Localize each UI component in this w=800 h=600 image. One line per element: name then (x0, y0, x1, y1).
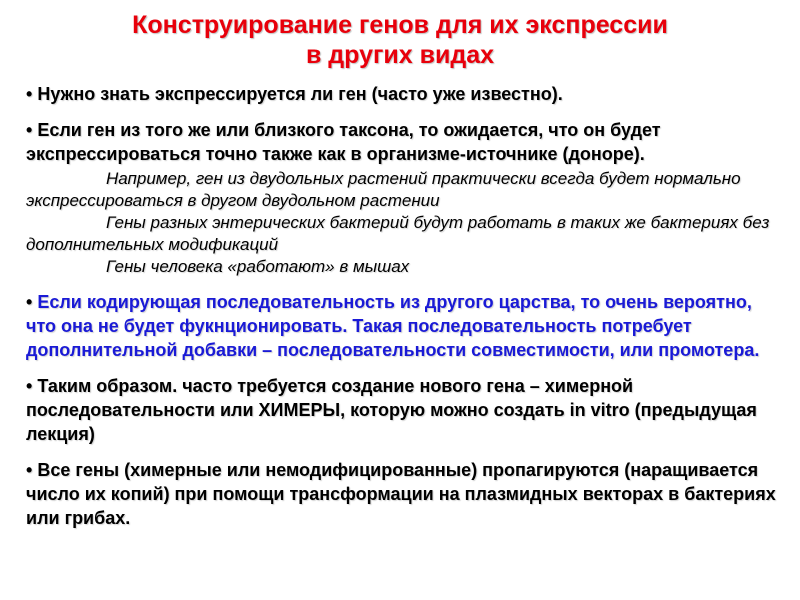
bullet-marker: • (26, 120, 33, 140)
example-item-1 (26, 168, 776, 212)
slide-title (0, 10, 800, 70)
slide-title-line-2: в других видах (305, 41, 495, 69)
example-item-3-text: Гены человека «работают» в мышах (106, 257, 410, 276)
bullet-2-text: Если ген из того же или близкого таксона, то ожидается, что он будет экспрессироваться точно также как в организме-источнике (доноре). (26, 120, 661, 164)
bullet-4-text-post: , которую можно создать in vitro (предыдущая лекция) (26, 400, 757, 444)
slide-body (26, 82, 776, 542)
bullet-marker: • (26, 460, 33, 480)
bullet-1 (26, 82, 776, 106)
bullet-4 (26, 374, 776, 446)
bullet-4-text-caps: ХИМЕРЫ (258, 400, 341, 420)
bullet-1-text: Нужно знать экспрессируется ли ген (часто уже известно). (37, 84, 563, 104)
example-item-2 (26, 212, 776, 256)
example-item-1-text: Например, ген из двудольных растений практически всегда будет нормально экспрессироваться в другом двудольном растении (26, 169, 741, 210)
example-item-2-text: Гены разных энтерических бактерий будут работать в таких же бактериях без дополнительных модификаций (26, 213, 770, 254)
bullet-marker: • (26, 84, 33, 104)
bullet-5 (26, 458, 776, 530)
bullet-5-text: Все гены (химерные или немодифицированные) пропагируются (наращивается число их копий) при помощи трансформации на плазмидных векторах в бактериях или грибах. (26, 460, 776, 528)
slide-title-line-1: Конструирование генов для их экспрессии (132, 11, 668, 39)
bullet-4-text-pre: Таким образом. часто требуется создание нового гена – химерной последовательности или (26, 376, 634, 420)
examples-block (26, 168, 776, 278)
bullet-2 (26, 118, 776, 166)
example-item-3 (26, 256, 776, 278)
bullet-marker: • (26, 292, 33, 312)
bullet-3 (26, 290, 776, 362)
bullet-3-text: Если кодирующая последовательность из другого царства, то очень вероятно, что она не будет фукнционировать. Такая последовательность потребует дополнительной добавки – последовательности совместимости, или промотера. (26, 292, 760, 360)
bullet-marker: • (26, 376, 33, 396)
